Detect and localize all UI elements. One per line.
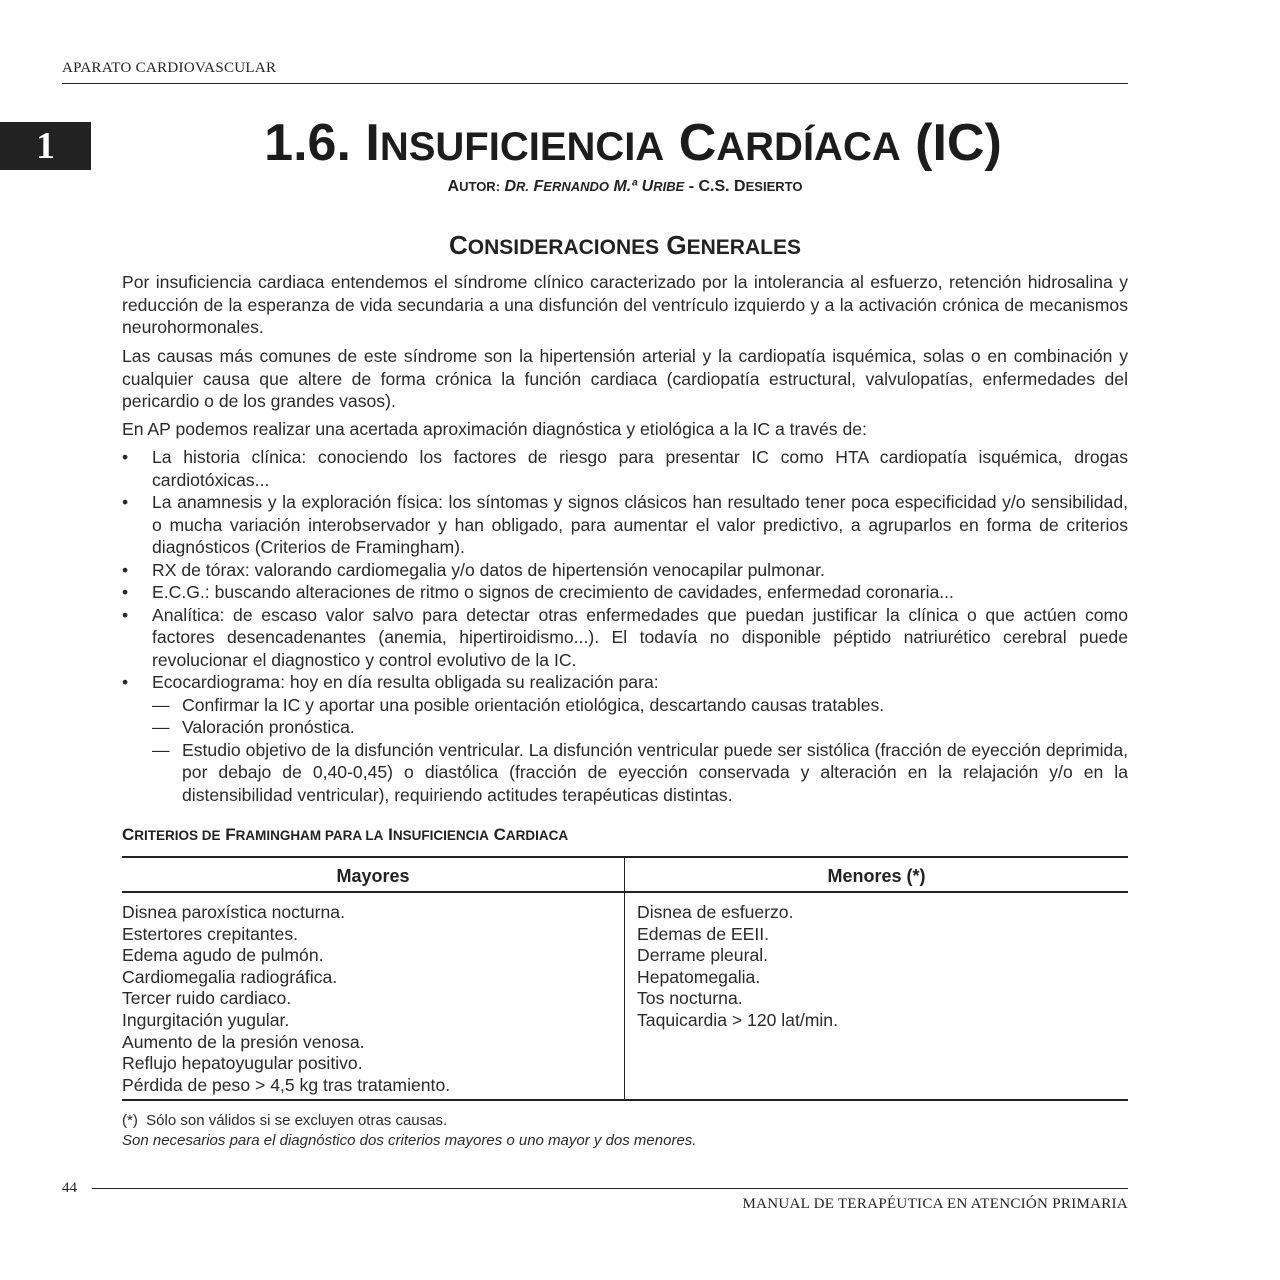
dash-icon: —: [152, 694, 170, 715]
title-word-1-rest: NSUFICIENCIA: [379, 125, 665, 169]
title-word-1-cap: I: [365, 114, 380, 172]
section-word-1-cap: C: [449, 230, 468, 260]
author-f-cap: F: [533, 178, 544, 195]
table-cell: Ingurgitación yugular.: [122, 1009, 290, 1030]
table-cell: Taquicardia > 120 lat/min.: [637, 1009, 838, 1030]
page-number: 44: [62, 1180, 77, 1196]
page-title: [140, 112, 1126, 178]
running-head: APARATO CARDIOVASCULAR: [62, 60, 277, 76]
dash-icon: —: [152, 717, 170, 737]
list-item: [122, 491, 1128, 559]
author-label-cap: A: [447, 178, 460, 195]
author-center-rest: ESIERTO: [745, 179, 803, 194]
list-item-text: Analítica: de escaso valor salvo para detectar otras enfermedades que puedan justificar la clínica o que actúen como factores desencadenantes (anemia, hipertiroidismo...). El todavía no disponible péptido natriurético cerebral puede revolucionar el diagnostico y control evolutivo de la IC.: [152, 604, 1128, 670]
sub-list-item-text: Estudio objetivo de la disfunción ventricular. La disfunción ventricular puede ser sistólica (fracción de eyección deprimida, por debajo de 0,40-0,45) o diastólica (fracción de eyección conservada y alteración en la relajación y/o en la distensibilidad ventricular), requiriendo actitudes terapéuticas distintas.: [182, 739, 1128, 805]
table-header-rule: [122, 891, 1128, 893]
bullet-icon: •: [122, 672, 129, 692]
table-cell: Edemas de EEII.: [637, 923, 770, 944]
table-header-menores: Menores (*): [827, 866, 926, 886]
book-title: MANUAL DE TERAPÉUTICA EN ATENCIÓN PRIMARIA: [742, 1196, 1128, 1212]
title-word-2-cap: C: [678, 114, 717, 172]
table-cell: Disnea paroxística nocturna.: [122, 902, 345, 922]
author-name: [504, 178, 684, 195]
author-d-cap: D: [504, 178, 517, 195]
bullet-icon: •: [122, 582, 129, 602]
title-abbreviation: (IC): [915, 114, 1002, 172]
title-word-2-rest: ARDÍACA: [716, 125, 901, 169]
table-column-divider: [624, 858, 625, 1099]
list-item: [122, 671, 1128, 806]
list-item-text: Ecocardiograma: hoy en día resulta obligada su realización para:: [152, 672, 659, 692]
sub-list-item: [152, 739, 1128, 807]
sub-list-item-text: Valoración pronóstica.: [182, 717, 355, 737]
table-header-mayores: Mayores: [336, 866, 410, 886]
table-cell: Cardiomegalia radiográfica.: [122, 966, 338, 987]
header-rule: [62, 83, 1128, 84]
table-cell: Edema agudo de pulmón.: [122, 945, 324, 966]
bullet-icon: •: [122, 559, 129, 580]
sub-list-item: [152, 694, 1128, 717]
paragraph: Por insuficiencia cardiaca entendemos el síndrome clínico caracterizado por la intolerancia al esfuerzo, retención hidrosalina y reducción de la esperanza de vida secundaria a una disfunción del ventrículo izquierdo y a la activación crónica de mecanismos neurohormonales.: [122, 272, 1128, 337]
section-word-1-rest: ONSIDERACIONES: [467, 236, 660, 259]
table-bottom-rule: [122, 1099, 1128, 1101]
author-center-cap: D: [734, 178, 746, 195]
table-cell: Reflujo hepatoyugular positivo.: [122, 1053, 363, 1074]
list-item: [122, 581, 1128, 604]
author-u-rest: RIBE: [653, 179, 685, 194]
table-cell: Pérdida de peso > 4,5 kg tras tratamiento.: [122, 1074, 451, 1095]
list-item: [122, 559, 1128, 582]
table-note: Son necesarios para el diagnóstico dos criterios mayores o uno mayor y dos menores.: [122, 1132, 697, 1149]
table-cell: Derrame pleural.: [637, 945, 769, 966]
list-item-text: La anamnesis y la exploración física: los síntomas y signos clásicos han resultado tener poca especificidad y/o sensibilidad, o mucha variación interobservador y han obligado, para aumentar el valor predictivo, a agruparlos en forma de criterios diagnósticos (Criterios de Framingham).: [152, 492, 1128, 557]
sub-list-item-text: Confirmar la IC y aportar una posible orientación etiológica, descartando causas tratables.: [182, 694, 885, 715]
section-word-2-cap: G: [666, 230, 687, 260]
table-title-part: C: [122, 825, 135, 844]
author-cs: C.S.: [698, 178, 730, 195]
table-title-part: F: [225, 825, 236, 844]
author-line: [122, 176, 1128, 198]
chapter-number-tab: 1: [0, 122, 91, 170]
paragraph: En AP podemos realizar una acertada aproximación diagnóstica y etiológica a la IC a través de:: [122, 419, 867, 439]
paragraph: Las causas más comunes de este síndrome son la hipertensión arterial y la cardiopatía isquémica, solas o en combinación y cualquier causa que altere de forma crónica la función cardiaca (cardiopatía estructural, valvulopatías, enfermedades del pericardio o de los grandes vasos).: [122, 346, 1128, 411]
footer-rule: [92, 1188, 1128, 1189]
list-item-text: La historia clínica: conociendo los factores de riesgo para presentar IC como HTA cardiopatía isquémica, drogas cardiotóxicas...: [152, 447, 1128, 490]
echocardiogram-sublist: [152, 694, 1128, 807]
table-cell: Hepatomegalia.: [637, 966, 761, 987]
section-word-2-rest: ENERALES: [686, 236, 801, 259]
table-cell: Estertores crepitantes.: [122, 923, 299, 944]
table-top-rule: [122, 856, 1128, 858]
diagnostic-approach-list: [122, 446, 1128, 806]
list-item-text: E.C.G.: buscando alteraciones de ritmo o signos de crecimiento de cavidades, enfermedad coronaria...: [152, 582, 954, 602]
menores-list: [637, 902, 1117, 1032]
table-cell: Tercer ruido cardiaco.: [122, 988, 292, 1009]
bullet-icon: •: [122, 447, 129, 467]
bullet-icon: •: [122, 492, 129, 512]
dash-icon: —: [152, 739, 170, 760]
author-u-cap: U: [641, 178, 654, 195]
table-title-part: I: [388, 825, 393, 844]
list-item-text: RX de tórax: valorando cardiomegalia y/o datos de hipertensión venocapilar pulmonar.: [152, 559, 825, 580]
title-number: 1.6.: [264, 114, 351, 172]
table-title: [122, 823, 568, 848]
list-item: [122, 446, 1128, 491]
mayores-list: [122, 902, 622, 1096]
table-cell: Aumento de la presión venosa.: [122, 1031, 365, 1052]
section-heading: [122, 228, 1128, 265]
list-item: [122, 604, 1128, 672]
table-title-part: RITERIOS DE: [134, 828, 221, 843]
table-title-part: NSUFICIENCIA: [392, 828, 489, 843]
table-cell: Disnea de esfuerzo.: [637, 902, 794, 922]
table-title-part: C: [493, 825, 506, 844]
author-d-rest: R.: [516, 179, 530, 194]
table-title-part: ARDIACA: [505, 828, 569, 843]
author-m: M.ª: [613, 178, 638, 195]
author-separator: -: [684, 178, 699, 195]
table-cell: Tos nocturna.: [637, 988, 743, 1009]
author-label-rest: UTOR:: [459, 179, 501, 194]
author-f-rest: ERNANDO: [543, 179, 610, 194]
table-footnote: (*) Sólo son válidos si se excluyen otras causas.: [122, 1112, 448, 1129]
sub-list-item: [152, 716, 1128, 739]
bullet-icon: •: [122, 604, 129, 625]
table-title-part: RAMINGHAM PARA LA: [235, 828, 384, 843]
